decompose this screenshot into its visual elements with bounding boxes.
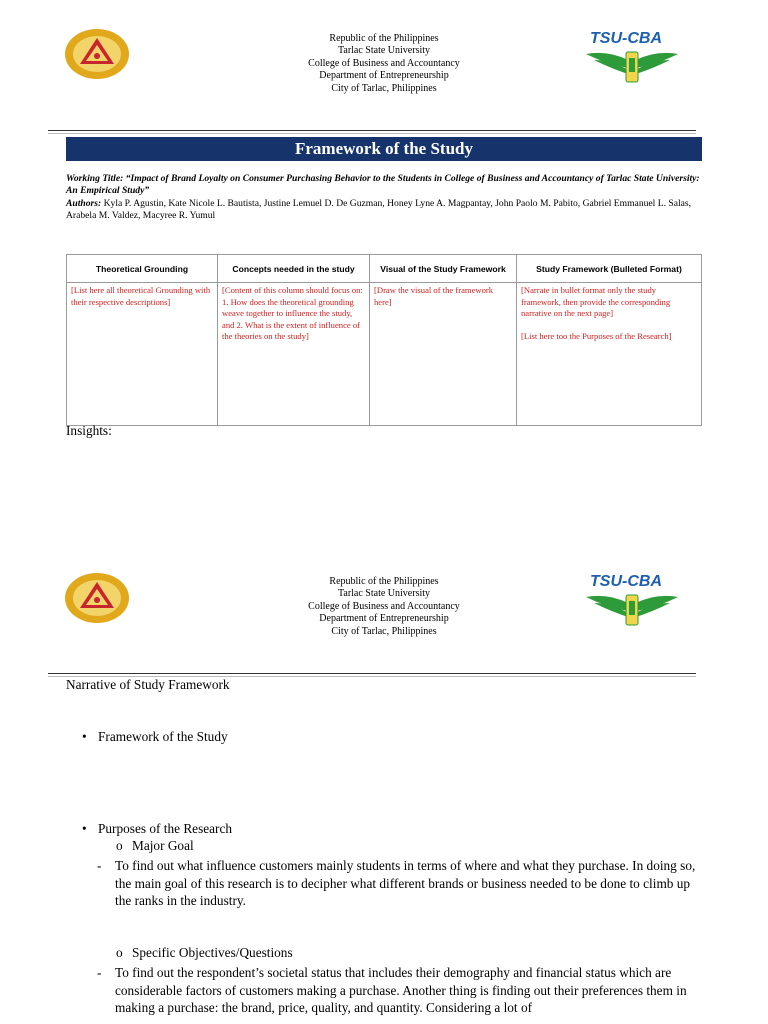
cell-text: [Content of this column should focus on: 1. How does the theoretical grounding weave together to influence the study, and 2. What is the extent of influence of the theories on the study]: [222, 285, 363, 342]
working-title-text: “Impact of Brand Loyalty on Consumer Purchasing Behavior to the Students in College of Business and Accountancy of Tarlac State University: An Empirical Study”: [66, 173, 700, 197]
table-row: [67, 283, 702, 426]
header-rule-shadow: [48, 133, 696, 134]
dash-bullet-icon: -: [97, 858, 102, 873]
tsu-cba-logo: [584, 573, 684, 636]
tsu-cba-logo: [584, 30, 684, 93]
cell-text: [List here too the Purposes of the Research]: [521, 330, 672, 341]
header-rule: [48, 130, 696, 131]
narrative-heading: Narrative of Study Framework: [66, 677, 230, 692]
cell-text: [Draw the visual of the framework here]: [374, 285, 494, 307]
institution-header: [234, 576, 534, 638]
working-title: [66, 173, 706, 198]
table-cell: [67, 283, 218, 426]
tsu-seal-logo: [64, 28, 130, 80]
table-cell: [370, 283, 517, 426]
tsu-seal-logo: [64, 572, 130, 624]
framework-title-band: Framework of the Study: [66, 137, 702, 161]
header-rule: [48, 673, 696, 674]
list-item: [97, 857, 707, 911]
table-header-cell: Concepts needed in the study: [218, 255, 370, 283]
table-header-cell: Study Framework (Bulleted Format): [517, 255, 702, 283]
header-line: Republic of the Philippines: [329, 33, 439, 44]
list-item: [116, 945, 293, 961]
cba-logo-text: TSU-CBA: [590, 30, 662, 47]
framework-table: [66, 254, 702, 426]
authors-label: Authors:: [66, 198, 102, 209]
working-title-label: Working Title:: [66, 173, 124, 184]
table-header-cell: Visual of the Study Framework: [370, 255, 517, 283]
table-cell: [218, 283, 370, 426]
header-line: College of Business and Accountancy: [308, 57, 460, 69]
list-item: [82, 729, 228, 745]
cell-text: [Narrate in bullet format only the study framework, then provide the corresponding narrative on the next page]: [521, 285, 671, 319]
bullet-text: Framework of the Study: [98, 729, 228, 744]
authors-text: Kyla P. Agustin, Kate Nicole L. Bautista, Justine Lemuel D. De Guzman, Honey Lyne A. Magpantay, John Paolo M. Pabito, Gabriel Emmanuel L. Salas, Arabela M. Valdez, Macyree R. Yumul: [66, 198, 692, 222]
dash-text: To find out the respondent’s societal status that includes their demography and financial status which are considerable factors of customers making a purchase. Another thing is finding out their preferences them in making a purchase: the brand, price, quality, and quantity. Considering a lot of: [115, 965, 687, 1015]
dash-text: To find out what influence customers mainly students in terms of where and what they purchase. In doing so, the main goal of this research is to decipher what different brands or business needed to be done to climb up the ranks in the industry.: [115, 858, 696, 908]
list-item: [97, 964, 707, 1020]
list-item: [116, 838, 194, 854]
table-header-row: [67, 255, 702, 283]
header-line: Tarlac State University: [337, 588, 431, 600]
header-line: City of Tarlac, Philippines: [331, 625, 437, 637]
institution-header: [234, 33, 534, 95]
sub-bullet-text: Specific Objectives/Questions: [132, 945, 293, 960]
header-line: Department of Entrepreneurship: [319, 70, 449, 82]
table-header-cell: Theoretical Grounding: [67, 255, 218, 283]
list-item: [82, 821, 232, 837]
bullet-text: Purposes of the Research: [98, 821, 233, 836]
header-line: Department of Entrepreneurship: [319, 613, 449, 625]
wings-icon: [584, 48, 680, 88]
header-line: City of Tarlac, Philippines: [331, 82, 437, 94]
insights-label: Insights:: [66, 423, 112, 438]
header-line: Republic of the Philippines: [329, 576, 439, 587]
bullet-icon: •: [82, 821, 87, 836]
cell-text: [List here all theoretical Grounding with their respective descriptions]: [71, 285, 211, 307]
header-line: College of Business and Accountancy: [308, 600, 460, 612]
header-line: Tarlac State University: [337, 45, 431, 57]
sub-bullet-text: Major Goal: [132, 838, 194, 853]
bullet-icon: •: [82, 729, 87, 744]
cba-logo-text: TSU-CBA: [590, 573, 662, 590]
table-cell: [517, 283, 702, 426]
authors: [66, 198, 706, 223]
wings-icon: [584, 591, 680, 631]
circle-bullet-icon: o: [116, 838, 123, 853]
dash-bullet-icon: -: [97, 965, 102, 980]
circle-bullet-icon: o: [116, 945, 123, 960]
